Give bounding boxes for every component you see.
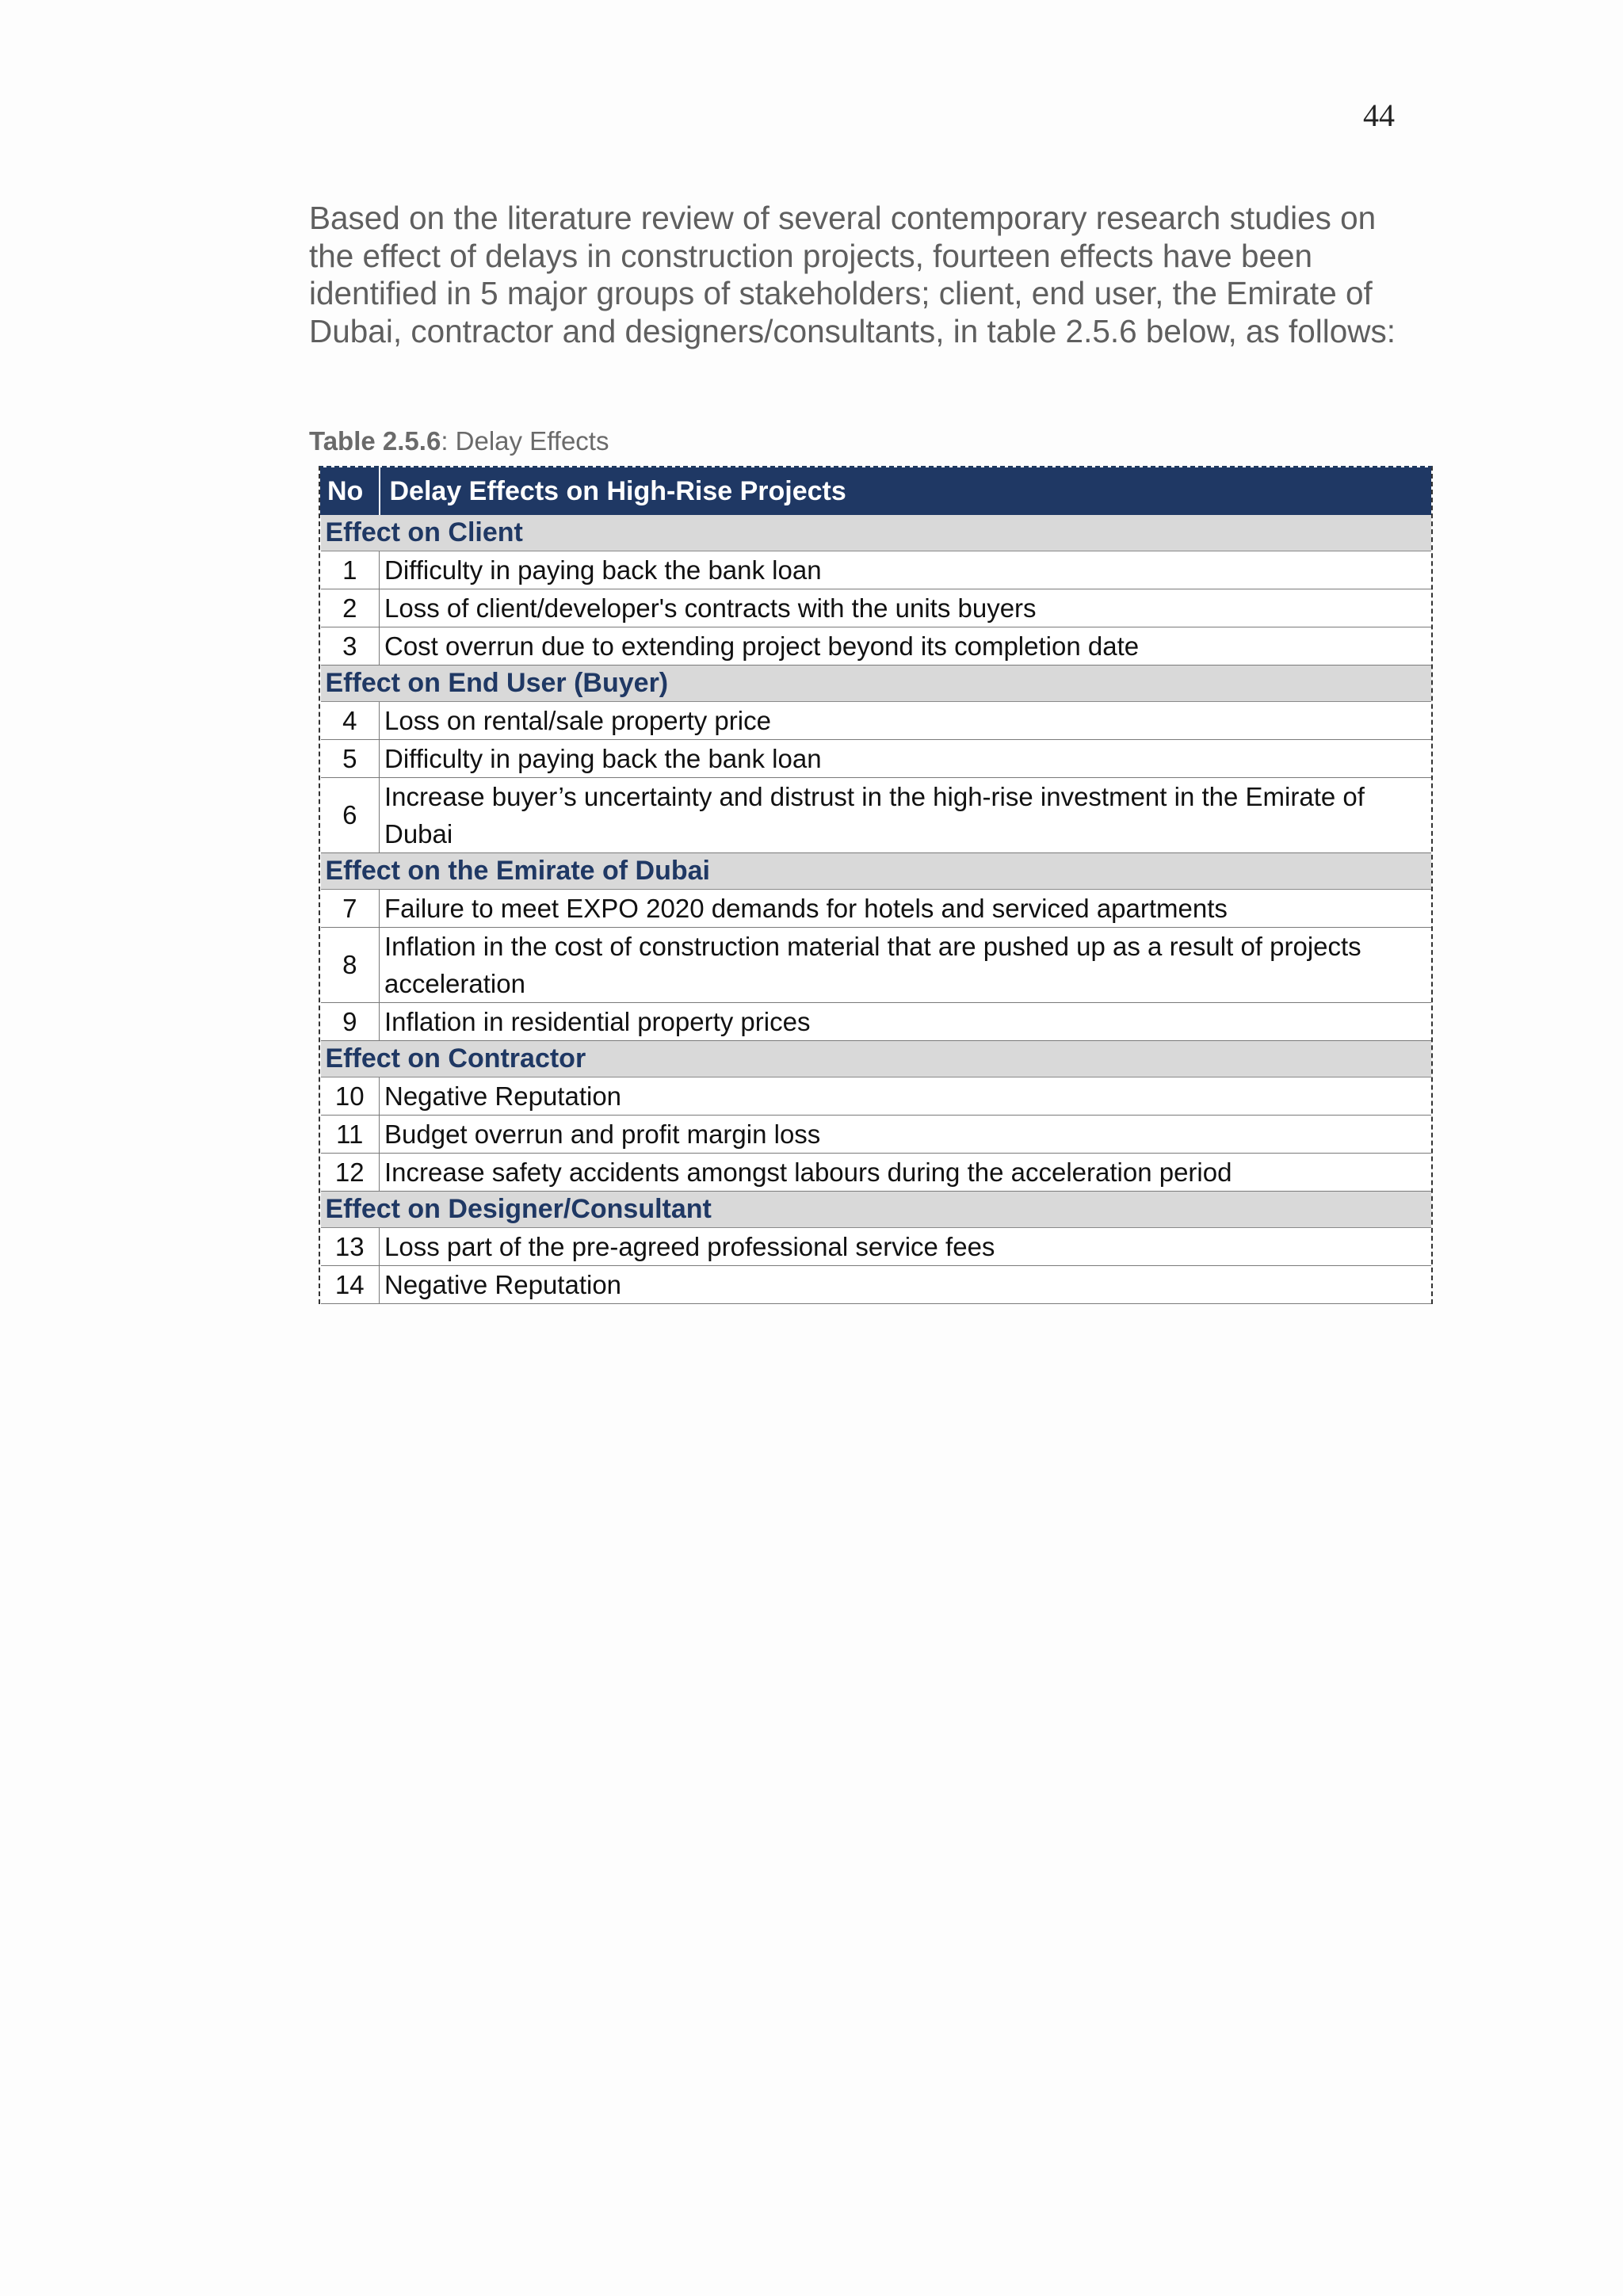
effect-number: 13 (321, 1228, 380, 1266)
table-row (321, 740, 1431, 778)
table-body (321, 515, 1431, 1304)
group-row (321, 1041, 1431, 1077)
effect-number: 7 (321, 890, 380, 928)
group-row (321, 666, 1431, 702)
effect-description: Cost overrun due to extending project beyond its completion date (380, 627, 1431, 666)
table-row (321, 627, 1431, 666)
effect-description: Negative Reputation (380, 1077, 1431, 1116)
table-row (321, 551, 1431, 589)
effect-number: 1 (321, 551, 380, 589)
group-row (321, 853, 1431, 890)
table-row (321, 1116, 1431, 1154)
effect-description: Negative Reputation (380, 1266, 1431, 1304)
table-caption-label: Table 2.5.6 (309, 426, 441, 456)
table-row (321, 1228, 1431, 1266)
group-title: Effect on End User (Buyer) (321, 666, 1431, 702)
table-header-row (321, 468, 1431, 515)
group-title: Effect on the Emirate of Dubai (321, 853, 1431, 890)
effect-number: 12 (321, 1154, 380, 1192)
effect-description: Difficulty in paying back the bank loan (380, 551, 1431, 589)
table-row (321, 1003, 1431, 1041)
table-row (321, 1077, 1431, 1116)
effect-description: Increase buyer’s uncertainty and distrust in the high-rise investment in the Emirate of Dubai (380, 778, 1431, 853)
effect-number: 10 (321, 1077, 380, 1116)
effect-description: Inflation in the cost of construction material that are pushed up as a result of projects acceleration (380, 928, 1431, 1003)
table-row (321, 1266, 1431, 1304)
delay-effects-table (320, 467, 1431, 1304)
table-row (321, 890, 1431, 928)
effect-description: Loss on rental/sale property price (380, 702, 1431, 740)
effect-number: 2 (321, 589, 380, 627)
group-title: Effect on Client (321, 515, 1431, 551)
delay-effects-table-container (319, 466, 1433, 1304)
header-description: Delay Effects on High-Rise Projects (380, 468, 1431, 515)
group-row (321, 515, 1431, 551)
group-title: Effect on Designer/Consultant (321, 1192, 1431, 1228)
group-row (321, 1192, 1431, 1228)
effect-number: 11 (321, 1116, 380, 1154)
table-row (321, 589, 1431, 627)
table-row (321, 702, 1431, 740)
table-caption (309, 426, 609, 456)
effect-description: Loss of client/developer's contracts with the units buyers (380, 589, 1431, 627)
effect-number: 6 (321, 778, 380, 853)
table-row (321, 778, 1431, 853)
effect-number: 4 (321, 702, 380, 740)
effect-number: 9 (321, 1003, 380, 1041)
effect-description: Failure to meet EXPO 2020 demands for hotels and serviced apartments (380, 890, 1431, 928)
effect-number: 14 (321, 1266, 380, 1304)
effect-number: 8 (321, 928, 380, 1003)
effect-number: 3 (321, 627, 380, 666)
effect-description: Loss part of the pre-agreed professional service fees (380, 1228, 1431, 1266)
group-title: Effect on Contractor (321, 1041, 1431, 1077)
effect-description: Difficulty in paying back the bank loan (380, 740, 1431, 778)
effect-description: Budget overrun and profit margin loss (380, 1116, 1431, 1154)
page-number: 44 (1363, 97, 1395, 133)
table-row (321, 1154, 1431, 1192)
table-caption-text: : Delay Effects (441, 426, 609, 456)
effect-description: Increase safety accidents amongst labours during the acceleration period (380, 1154, 1431, 1192)
effect-description: Inflation in residential property prices (380, 1003, 1431, 1041)
intro-paragraph: Based on the literature review of several contemporary research studies on the effect of delays in construction projects, fourteen effects have been identified in 5 major groups of stakeholders; client, end user, the Emirate of Dubai, contractor and designers/consultants, in table 2.5.6 below, as follows: (309, 200, 1396, 349)
table-row (321, 928, 1431, 1003)
header-no: No (321, 468, 380, 515)
effect-number: 5 (321, 740, 380, 778)
